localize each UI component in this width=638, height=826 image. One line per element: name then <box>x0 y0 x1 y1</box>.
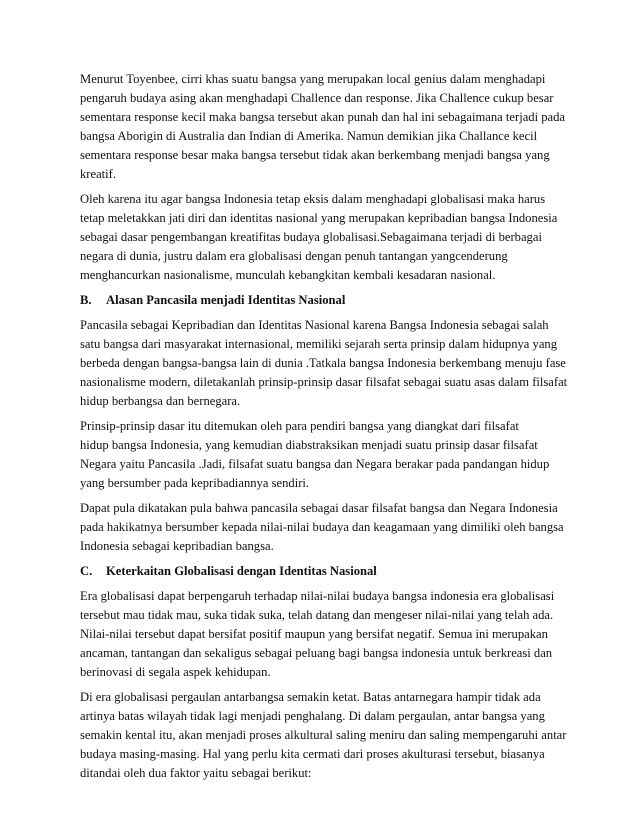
text-line: negara di dunia, justru dalam era globalisasi dengan penuh tantangan yangcenderung <box>80 249 508 263</box>
text-line: Di era globalisasi pergaulan antarbangsa semakin ketat. Batas antarnegara hampir tidak ada <box>80 690 541 704</box>
text-line: satu bangsa dari masyarakat internasional, memiliki sejarah serta prinsip dalam hidupnya yang <box>80 337 558 351</box>
section-heading-b <box>80 291 565 310</box>
text-line: ancaman, tantangan dan sekaligus sebagai peluang bagi bangsa indonesia untuk berkreasi dan <box>80 646 553 660</box>
text-line: pada hakikatnya bersumber kepada nilai-nilai budaya dan keagamaan yang dimiliki oleh bangsa <box>80 520 564 534</box>
text-line: tetap meletakkan jati diri dan identitas nasional yang merupakan kepribadian bangsa Indonesia <box>80 211 558 225</box>
section-letter: C. <box>80 564 93 578</box>
text-line: ditandai oleh dua faktor yaitu sebagai berikut: <box>80 766 312 780</box>
text-line: budaya masing-masing. Hal yang perlu kita cermati dari proses akulturasi tersebut, biasanya <box>80 747 545 761</box>
text-line: yang bersumber pada kepribadiannya sendiri. <box>80 476 310 490</box>
section-title: Keterkaitan Globalisasi dengan Identitas Nasional <box>106 564 377 578</box>
text-line: Oleh karena itu agar bangsa Indonesia tetap eksis dalam menghadapi globalisasi maka harus <box>80 192 546 206</box>
text-line: berbeda dengan bangsa-bangsa lain di dunia .Tatkala bangsa Indonesia berkembang menuju fase <box>80 356 566 370</box>
text-line: Pancasila sebagai Kepribadian dan Identitas Nasional karena Bangsa Indonesia sebagai salah <box>80 318 549 332</box>
text-line: tersebut mau tidak mau, suka tidak suka, telah datang dan mengeser nilai-nilai yang telah ada. <box>80 608 554 622</box>
text-line: Prinsip-prinsip dasar itu ditemukan oleh para pendiri bangsa yang diangkat dari filsafat <box>80 419 519 433</box>
text-line: hidup bangsa Indonesia, yang kemudian diabstraksikan menjadi suatu prinsip dasar filsafat <box>80 438 538 452</box>
section-letter: B. <box>80 293 92 307</box>
document-page <box>80 70 568 789</box>
text-line: kreatif. <box>80 167 117 181</box>
text-line: sebagai dasar pengembangan kreatifitas budaya globalisasi.Sebagaimana terjadi di berbagai <box>80 230 542 244</box>
text-line: Negara yaitu Pancasila .Jadi, filsafat suatu bangsa dan Negara berakar pada pandangan hidup <box>80 457 550 471</box>
paragraph-pergaulan <box>80 688 565 783</box>
text-line: berinovasi di segala aspek kehidupan. <box>80 665 271 679</box>
text-line: Nilai-nilai tersebut dapat bersifat positif maupun yang bersifat negatif. Semua ini merupakan <box>80 627 548 641</box>
text-line: sementara response besar maka bangsa tersebut tidak akan berkembang menjadi bangsa yang <box>80 148 550 162</box>
text-line: nasionalisme modern, diletakanlah prinsip-prinsip dasar filsafat sebagai suatu asas dalam filsafat <box>80 375 568 389</box>
text-line: hidup berbangsa dan bernegara. <box>80 394 241 408</box>
text-line: Menurut Toyenbee, cirri khas suatu bangsa yang merupakan local genius dalam menghadapi <box>80 72 546 86</box>
paragraph-prinsip <box>80 417 565 493</box>
text-line: artinya batas wilayah tidak lagi menjadi penghalang. Di dalam pergaulan, antar bangsa yang <box>80 709 545 723</box>
paragraph-era-globalisasi <box>80 587 565 682</box>
paragraph-toynbee <box>80 70 565 184</box>
text-line: Era globalisasi dapat berpengaruh terhadap nilai-nilai budaya bangsa indonesia era globalisasi <box>80 589 555 603</box>
text-line: menghancurkan nasionalisme, munculah kebangkitan kembali kesadaran nasional. <box>80 268 496 282</box>
text-line: pengaruh budaya asing akan menghadapi Challence dan response. Jika Challence cukup besar <box>80 91 554 105</box>
paragraph-pancasila <box>80 316 568 411</box>
section-title: Alasan Pancasila menjadi Identitas Nasional <box>106 293 346 307</box>
text-line: semakin kental itu, akan menjadi proses alkultural saling meniru dan saling mempengaruhi antar <box>80 728 567 742</box>
section-heading-c <box>80 562 565 581</box>
paragraph-dikatakan <box>80 499 565 556</box>
text-line: bangsa Aborigin di Australia dan Indian di Amerika. Namun demikian jika Challance kecil <box>80 129 538 143</box>
text-line: sementara response kecil maka bangsa tersebut akan punah dan hal ini sebagaimana terjadi pada <box>80 110 566 124</box>
text-line: Dapat pula dikatakan pula bahwa pancasila sebagai dasar filsafat bangsa dan Negara Indonesia <box>80 501 558 515</box>
paragraph-identitas <box>80 190 565 285</box>
text-line: Indonesia sebagai kepribadian bangsa. <box>80 539 274 553</box>
